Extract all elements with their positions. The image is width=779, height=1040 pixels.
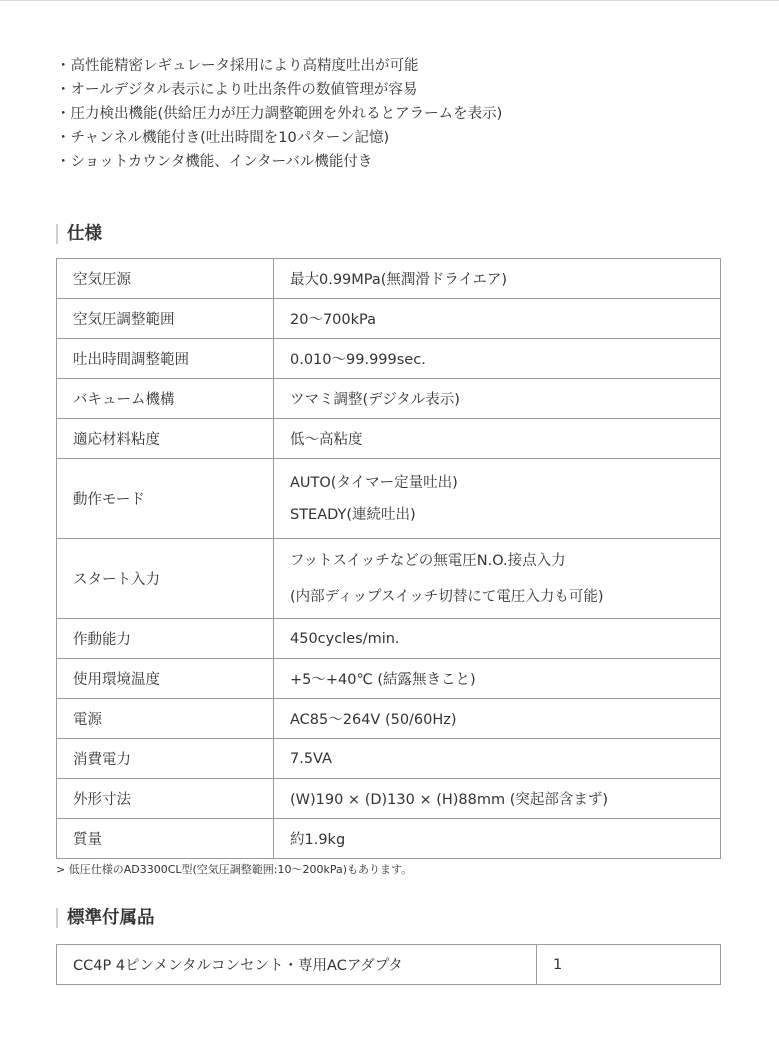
accessory-qty: 1 — [537, 945, 721, 985]
spec-label: 電源 — [57, 699, 274, 739]
accessories-heading: 標準付属品 — [56, 908, 155, 928]
feature-item: ・オールデジタル表示により吐出条件の数値管理が容易 — [56, 82, 418, 98]
spec-value-line: フットスイッチなどの無電圧N.O.接点入力 — [290, 552, 566, 569]
feature-item: ・チャンネル機能付き(吐出時間を10パターン記憶) — [56, 130, 390, 146]
spec-label: 質量 — [57, 819, 274, 859]
spec-value: (W)190 × (D)130 × (H)88mm (突起部含まず) — [274, 779, 721, 819]
feature-item: ・圧力検出機能(供給圧力が圧力調整範囲を外れるとアラームを表示) — [56, 106, 503, 122]
spec-label: 適応材料粘度 — [57, 419, 274, 459]
spec-row — [57, 339, 721, 379]
spec-value — [274, 459, 721, 539]
accessories-table — [56, 944, 721, 985]
spec-row — [57, 259, 721, 299]
spec-value: ツマミ調整(デジタル表示) — [274, 379, 721, 419]
spec-label: 外形寸法 — [57, 779, 274, 819]
feature-item: ・ショットカウンタ機能、インターバル機能付き — [56, 154, 373, 170]
spec-label: 吐出時間調整範囲 — [57, 339, 274, 379]
spec-value: 約1.9kg — [274, 819, 721, 859]
spec-value-line: STEADY(連続吐出) — [290, 506, 416, 523]
spec-value: 最大0.99MPa(無潤滑ドライエア) — [274, 259, 721, 299]
spec-row — [57, 299, 721, 339]
spec-label: 使用環境温度 — [57, 659, 274, 699]
spec-row — [57, 739, 721, 779]
feature-list — [56, 54, 502, 174]
spec-label: 消費電力 — [57, 739, 274, 779]
spec-label: 空気圧源 — [57, 259, 274, 299]
spec-value: 低〜高粘度 — [274, 419, 721, 459]
spec-value: 7.5VA — [274, 739, 721, 779]
feature-item: ・高性能精密レギュレータ採用により高精度吐出が可能 — [56, 58, 419, 74]
spec-table — [56, 258, 721, 859]
spec-row — [57, 379, 721, 419]
spec-row — [57, 819, 721, 859]
accessory-name: CC4P 4ピンメンタルコンセント・専用ACアダプタ — [57, 945, 537, 985]
spec-label: 作動能力 — [57, 619, 274, 659]
spec-label: 動作モード — [57, 459, 274, 539]
spec-row — [57, 459, 721, 539]
spec-value: 0.010〜99.999sec. — [274, 339, 721, 379]
spec-label: バキューム機構 — [57, 379, 274, 419]
spec-heading: 仕様 — [56, 224, 102, 244]
spec-value: 450cycles/min. — [274, 619, 721, 659]
spec-value-line: (内部ディップスイッチ切替にて電圧入力も可能) — [290, 588, 604, 605]
spec-value-line: AUTO(タイマー定量吐出) — [290, 474, 458, 491]
spec-value: 20〜700kPa — [274, 299, 721, 339]
spec-value — [274, 539, 721, 619]
spec-row — [57, 779, 721, 819]
spec-row — [57, 539, 721, 619]
spec-row — [57, 659, 721, 699]
spec-row — [57, 619, 721, 659]
spec-footnote: > 低圧仕様のAD3300CL型(空気圧調整範囲:10〜200kPa)もあります。 — [56, 863, 413, 876]
top-divider — [0, 0, 779, 1]
spec-row — [57, 699, 721, 739]
spec-value: AC85〜264V (50/60Hz) — [274, 699, 721, 739]
spec-value: +5〜+40℃ (結露無きこと) — [274, 659, 721, 699]
accessory-row — [57, 945, 721, 985]
spec-label: スタート入力 — [57, 539, 274, 619]
spec-row — [57, 419, 721, 459]
spec-label: 空気圧調整範囲 — [57, 299, 274, 339]
